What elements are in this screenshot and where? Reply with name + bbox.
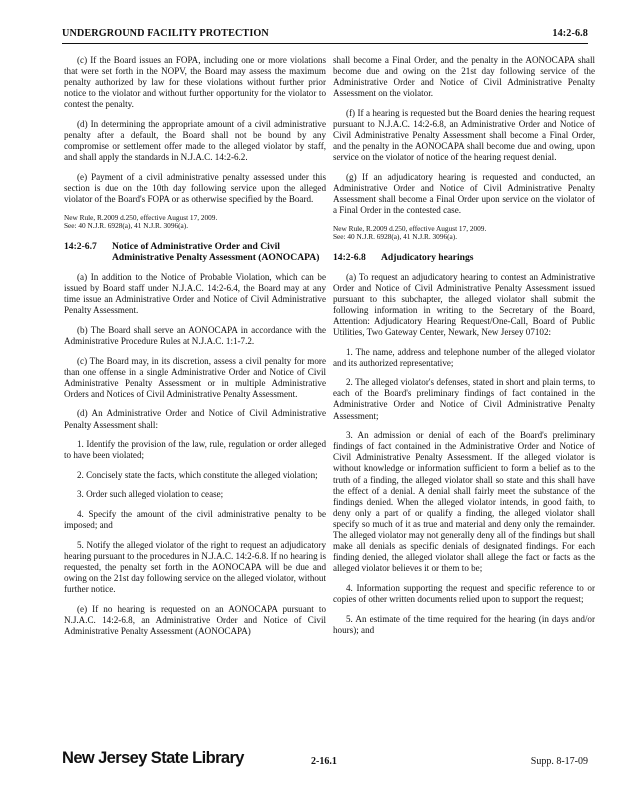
- list-item-d3: 3. Order such alleged violation to cease;: [77, 489, 224, 500]
- list-item-a5: 5. An estimate of the time required for the hearing (in days and/or hours); and: [333, 613, 595, 635]
- right-column: [333, 55, 595, 644]
- source-note-line-2: See: 40 N.J.R. 6928(a), 41 N.J.R. 3096(a).: [64, 221, 189, 231]
- section-title: Notice of Administrative Order and Civil Administrative Penalty Assessment (AONOCAPA): [112, 240, 320, 264]
- source-note-line-1: New Rule, R.2009 d.250, effective August 17, 2009.: [64, 212, 218, 222]
- list-item-d4: 4. Specify the amount of the civil administrative penalty to be imposed; and: [64, 509, 326, 531]
- paragraph-e: (e) Payment of a civil administrative penalty assessed under this section is due on the 10th day following service upon the alleged violator of the Board's FOPA or as otherwise specified by the Board.: [64, 171, 326, 205]
- subsection-d: (d) An Administrative Order and Notice of Civil Administrative Penalty Assessment shall:: [64, 408, 326, 430]
- section-heading-14-2-6-8: [333, 252, 595, 264]
- subsection-g: (g) If an adjudicatory hearing is requested and conducted, an Administrative Order and Notice of Civil Administrative Penalty Assessment shall become a Final Order upon service on the violator of a Final Order in the contested case.: [333, 171, 595, 216]
- left-column: [64, 55, 326, 645]
- list-item-a1: 1. The name, address and telephone number of the alleged violator and its authorized representative;: [333, 346, 595, 368]
- list-item-a3: 3. An admission or denial of each of the Board's preliminary findings of fact contained in the Administrative Order and Notice of Civil Administrative Penalty Assessment. If the alleged violator is without knowledge or information sufficient to form a belief as to the truth of a finding, the alleged violator shall so state and this shall have the effect of a denial. A denial shall fairly meet the substance of the findings denied. When the alleged violator intends, in good faith, to deny only a part of or qualify a finding, the alleged violator shall specify so much of it as true and material and deny only the remainder. The alleged violator may not generally deny all of the findings but shall make all denials as specific denials of designated findings. For each finding denied, the alleged violator shall allege the fact or facts as the alleged violator believes it or them to be;: [333, 430, 595, 574]
- source-note-line-1: New Rule, R.2009 d.250, effective August 17, 2009.: [333, 223, 487, 233]
- subsection-c: (c) The Board may, in its discretion, assess a civil penalty for more than one offense in a single Administrative Order and Notice of Civil Administrative Penalty Assessment or in multiple Administrative Orders and Notices of Civil Administrative Penalty Assessment.: [64, 355, 326, 399]
- subsection-a: (a) To request an adjudicatory hearing to contest an Administrative Order and Notice of Civil Administrative Penalty Assessment issued pursuant to this subchapter, the alleged violator shall submit the following information in writing to the Secretary of the Board, Attention: Adjudicatory Hearing Request/One-Call, Board of Public Utilities, Two Gateway Center, Newark, New Jersey 07102:: [333, 271, 595, 337]
- list-item-d2: 2. Concisely state the facts, which constitute the alleged violation;: [77, 469, 318, 480]
- list-item-a4: 4. Information supporting the request and specific reference to or copies of other written documents relied upon to support the request;: [333, 582, 595, 604]
- page-number: 2-16.1: [311, 756, 337, 767]
- header-title: UNDERGROUND FACILITY PROTECTION: [62, 28, 269, 39]
- subsection-a: (a) In addition to the Notice of Probable Violation, which can be issued by Board staff under N.J.A.C. 14:2-6.4, the Board may at any time issue an Administrative Order and Notice of Civil Administrative Penalty Assessment.: [64, 272, 326, 316]
- paragraph-d: (d) In determining the appropriate amount of a civil administrative penalty after a default, the Board shall not be bound by any compromise or settlement offer made to the alleged violator by staff, and shall apply the standards in N.J.A.C. 14:2-6.2.: [64, 118, 326, 163]
- source-note-line-2: See: 40 N.J.R. 6928(a), 41 N.J.R. 3096(a).: [333, 232, 458, 242]
- subsection-b: (b) The Board shall serve an AONOCAPA in accordance with the Administrative Procedure Rules at N.J.A.C. 1:1-7.2.: [64, 324, 326, 346]
- subsection-f: (f) If a hearing is requested but the Board denies the hearing request pursuant to N.J.A.C. 14:2-6.8, an Administrative Order and Notice of Civil Administrative Penalty Assessment shall become a Final Order, and the penalty in the AONOCAPA shall become due and owing, upon service on the violator of notice of the hearing request denial.: [333, 107, 595, 163]
- library-brand-logo: New Jersey State Library: [62, 749, 244, 767]
- page-footer: [62, 746, 588, 776]
- subsection-e: (e) If no hearing is requested on an AONOCAPA pursuant to N.J.A.C. 14:2-6.8, an Administrative Order and Notice of Civil Administrative Penalty Assessment (AONOCAPA): [64, 603, 326, 636]
- paragraph-c: (c) If the Board issues an FOPA, including one or more violations that were set forth in the NOPV, the Board may assess the maximum penalty authorized by law for these violations without further prior notice to the violator and without further opportunity for the violator to contest the penalty.: [64, 55, 326, 110]
- source-note: [64, 214, 326, 231]
- section-title: Adjudicatory hearings: [381, 251, 474, 263]
- header-section-range: 14:2-6.8: [552, 28, 588, 39]
- section-number: 14:2-6.8: [333, 251, 366, 263]
- section-number: 14:2-6.7: [64, 240, 97, 252]
- running-header: [62, 27, 588, 44]
- source-note: [333, 225, 595, 242]
- list-item-a2: 2. The alleged violator's defenses, stated in short and plain terms, to each of the Board's preliminary findings of fact contained in the Administrative Order and Notice of Civil Administrative Penalty Assessment;: [333, 377, 595, 421]
- continued-paragraph: shall become a Final Order, and the penalty in the AONOCAPA shall become due and owing on the 21st day following service of the Administrative Order and Notice of Civil Administrative Penalty Assessment on the violator.: [333, 55, 595, 99]
- list-item-d1: 1. Identify the provision of the law, rule, regulation or order alleged to have been violated;: [64, 439, 326, 461]
- supplement-date: Supp. 8-17-09: [530, 756, 588, 767]
- list-item-d5: 5. Notify the alleged violator of the right to request an adjudicatory hearing pursuant to the procedures in N.J.A.C. 14:2-6.8. If no hearing is requested, the penalty set forth in the AONOCAPA will be due and owing on the 21st day following service on the alleged violator, without further notice.: [64, 539, 326, 595]
- section-heading-14-2-6-7: [64, 241, 326, 264]
